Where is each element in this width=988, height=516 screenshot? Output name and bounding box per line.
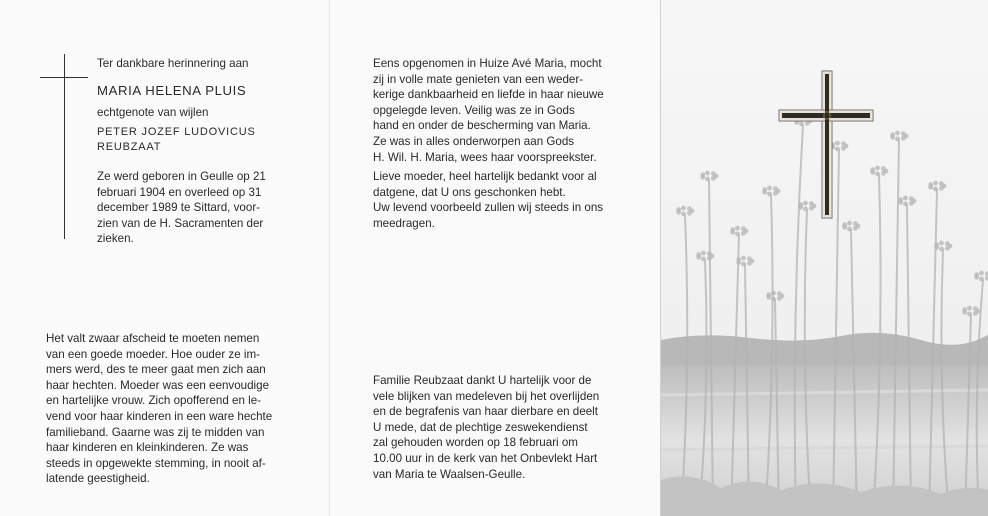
text-line: Ze werd geboren in Geulle op 21 [97, 170, 266, 183]
spouse-name-line1: PETER JOZEF LUDOVICUS [97, 126, 256, 138]
intro-text: Ter dankbare herinnering aan [97, 57, 249, 70]
text-line: Uw levend voorbeeld zullen wij steeds in ons [373, 201, 604, 215]
text-line: van een goede moeder. Hoe ouder ze im- [46, 347, 260, 361]
text-line: haar kinderen en kleinkinderen. Ze was [46, 441, 249, 455]
text-line: latende geestigheid. [46, 472, 150, 486]
text-line: kerige dankbaarheid en liefde in haar nieuwe [373, 88, 604, 102]
deceased-name: MARIA HELENA PLUIS [97, 83, 247, 98]
text-line: februari 1904 en overleed op 31 [97, 185, 262, 199]
text-line: zij in volle mate genieten van een weder- [373, 72, 584, 86]
text-line: december 1989 te Sittard, voor- [97, 201, 261, 215]
middle-panel [329, 0, 660, 516]
text-line: hand en onder de bescherming van Maria. [373, 119, 591, 133]
text-line: H. Wil. H. Maria, wees haar voorspreekster. [373, 150, 597, 164]
text-line: zien van de H. Sacramenten der [97, 216, 264, 230]
text-line: van Maria te Waalsen-Geulle. [373, 467, 526, 481]
text-line: Lieve moeder, heel hartelijk bedankt voor al [373, 170, 597, 183]
left-panel [0, 0, 329, 516]
tribute-paragraph [46, 331, 294, 487]
cross-icon-vertical [64, 54, 65, 239]
text-line: U mede, dat de plechtige zeswekendienst [373, 420, 588, 434]
reeds-landscape-image [661, 0, 988, 516]
text-line: en hartelijke vrouw. Zich opofferend en le- [46, 394, 262, 408]
text-line: vend voor haar kinderen in een ware hechte [46, 409, 273, 423]
spouse-name-line2: REUBZAAT [97, 141, 162, 153]
text-line: 10.00 uur in de kerk van het Onbevlekt Hart [373, 451, 598, 465]
text-line: zieken. [97, 232, 134, 246]
text-line: Eens opgenomen in Huize Avé Maria, mocht [373, 57, 602, 70]
farewell-paragraph [373, 169, 619, 231]
text-line: Het valt zwaar afscheid te moeten nemen [46, 332, 260, 345]
spouse-intro: echtgenote van wijlen [97, 106, 209, 119]
text-line: Ze was in alles onderworpen aan Gods [373, 134, 575, 148]
text-line: Familie Reubzaat dankt U hartelijk voor de [373, 374, 592, 387]
text-line: zal gehouden worden op 18 februari om [373, 436, 578, 450]
text-line: haar hechten. Moeder was een eenvoudige [46, 378, 270, 392]
text-line: steeds in opgewekte stemming, in nooit af- [46, 456, 266, 470]
text-line: mers werd, des te meer gaat men zich aan [46, 363, 266, 377]
birth-death-paragraph [97, 169, 305, 247]
text-line: familieband. Gaarne was zij te midden van [46, 425, 265, 439]
care-home-paragraph [373, 56, 619, 165]
text-line: datgene, dat U ons geschonken hebt. [373, 185, 566, 199]
text-line: en de begrafenis van haar dierbare en deelt [373, 405, 598, 419]
artwork-panel [660, 0, 988, 516]
text-line: meedragen. [373, 216, 435, 230]
cross-icon-horizontal [40, 77, 88, 78]
text-line: vele blijken van medeleven bij het overlijden [373, 389, 600, 403]
text-line: opgelegde leven. Veilig was ze in Gods [373, 103, 575, 117]
thanks-paragraph [373, 373, 619, 482]
